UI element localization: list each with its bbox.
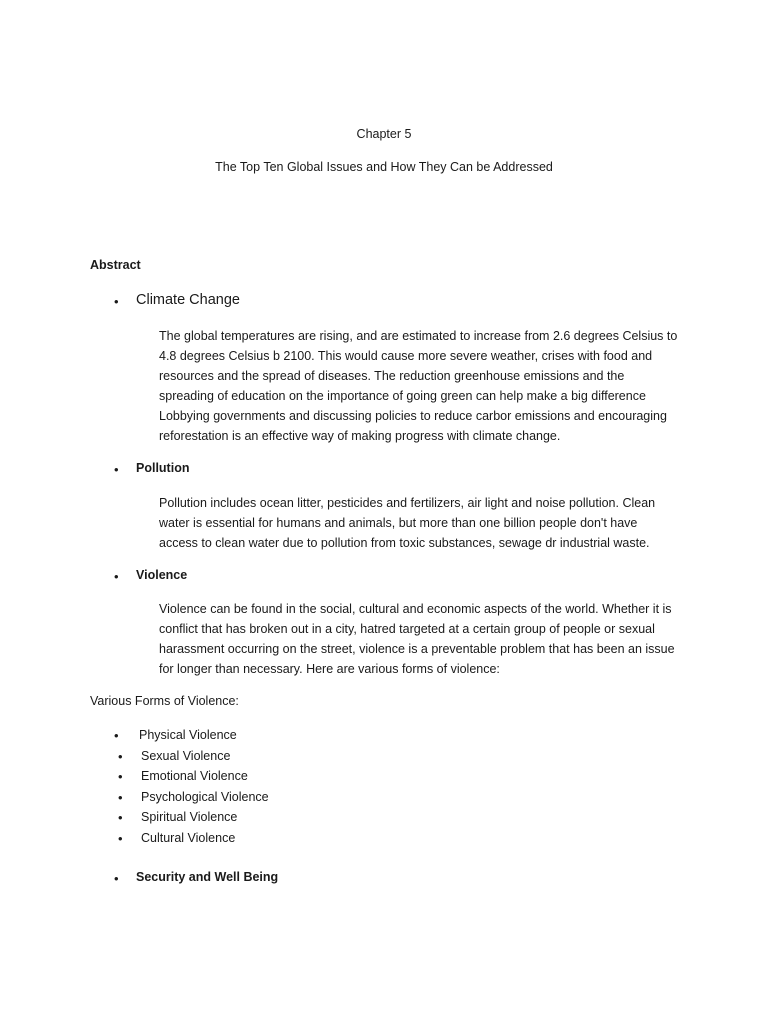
section-body-pollution: Pollution includes ocean litter, pesticides and fertilizers, air light and noise pollution. Clean water is essential for humans and animals, but more than one billion people don't have access to clean water due to pollution from toxic substances, sewage dr industrial waste. [159,496,656,550]
section-body-violence: Violence can be found in the social, cultural and economic aspects of the world. Whether it is conflict that has broken out in a city, hatred targeted at a certain group of people or sexual harassment occurring on the street, violence is a preventable problem that has been an issue for longer than necessary. Here are various forms of violence: [159,602,675,676]
bullet-icon: • [118,769,123,784]
list-item: Emotional Violence [141,769,248,783]
bullet-icon: • [114,728,119,743]
list-item: Cultural Violence [141,831,236,845]
bullet-icon: • [114,871,119,886]
list-item: Psychological Violence [141,790,269,804]
bullet-icon: • [118,810,123,825]
bullet-icon: • [118,749,123,764]
forms-label: Various Forms of Violence: [90,694,239,708]
section-heading-security: Security and Well Being [136,870,279,884]
section-heading-pollution: Pollution [136,461,190,475]
chapter-label: Chapter 5 [356,127,412,141]
bullet-icon: • [118,831,123,846]
section-heading-violence: Violence [136,568,188,582]
bullet-icon: • [114,294,119,309]
list-item: Spiritual Violence [141,810,238,824]
list-item: Physical Violence [139,728,237,742]
bullet-icon: • [114,462,119,477]
document-title: The Top Ten Global Issues and How They Can be Addressed [215,160,553,174]
section-body-climate-change: The global temperatures are rising, and are estimated to increase from 2.6 degrees Celsius to 4.8 degrees Celsius b 2100. This would cause more severe weather, crises with food and resources and the spread of diseases. The reduction greenhouse emissions and the spreading of education on the importance of going green can help make a big difference Lobbying governments and discussing policies to reduce carbor emissions and encouraging reforestation is an effective way of making progress with climate change. [159,329,678,443]
list-item: Sexual Violence [141,749,231,763]
section-heading-climate-change: Climate Change [136,292,240,308]
bullet-icon: • [118,790,123,805]
abstract-heading: Abstract [90,258,141,272]
bullet-icon: • [114,569,119,584]
